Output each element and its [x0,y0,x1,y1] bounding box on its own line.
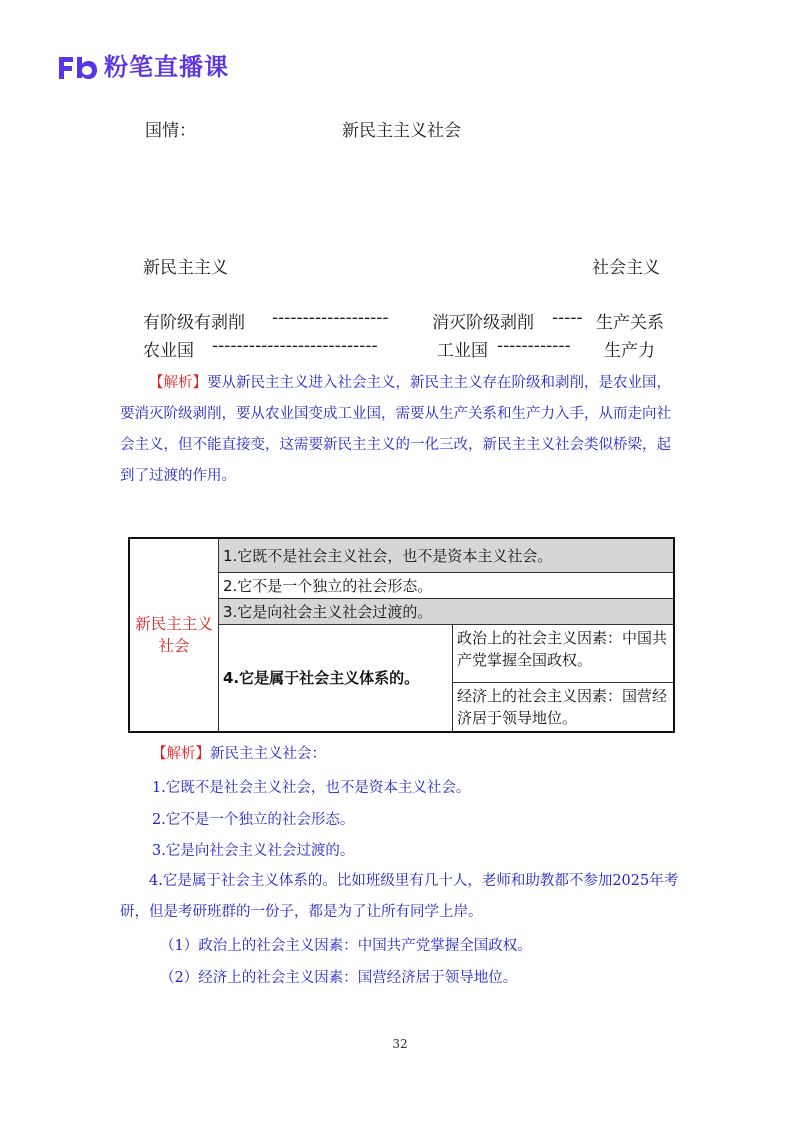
fb-logo-icon [56,53,98,81]
row2-right: 生产力 [604,341,655,361]
analysis-paragraph-1 [120,368,680,492]
row1-right: 生产关系 [596,313,664,333]
row2-right-dashes: ------------ [497,336,571,356]
analysis2-item-3: 3.它是向社会主义社会过渡的。 [152,843,355,859]
analysis-tag: 【解析】 [149,375,207,391]
guoqing-label: 国情： [145,121,196,141]
economic-factor: 经济上的社会主义因素：国营经济居于领导地位。 [457,686,668,727]
analysis2-item-2: 2.它不是一个独立的社会形态。 [152,812,355,828]
political-factor: 政治上的社会主义因素：中国共产党掌握全国政权。 [453,625,673,683]
analysis2-item-1: 1.它既不是社会主义社会，也不是资本主义社会。 [152,780,471,796]
page-number: 32 [392,1037,408,1051]
table-row-4: 4.它是属于社会主义体系的。 [219,624,453,732]
summary-table [128,537,675,733]
row1-mid-dashes: ------------------- [272,308,389,328]
analysis-text: 要从新民主主义进入社会主义，新民主主义存在阶级和剥削，是农业国，要消灭阶级剥削，要从农业国变成工业国，需要从生产关系和生产力入手，从而走向社会主义，但不能直接变，这需要新民主主义的一化三改，新民主主义社会类似桥梁，起到了过渡的作用。 [120,375,671,484]
logo-text: 粉笔直播课 [104,53,229,81]
brand-logo [56,52,229,82]
analysis2-item-4: 4.它是属于社会主义体系的。比如班级里有几十人，老师和助教都不参加2025年考研，但是考研班群的一份子，都是为了让所有同学上岸。 [120,873,679,920]
guoqing-value: 新民主主义社会 [342,121,461,141]
analysis2-intro: 新民主主义社会： [210,746,326,762]
analysis2-sub-1: （1）政治上的社会主义因素：中国共产党掌握全国政权。 [160,938,532,954]
analysis2-tag: 【解析】 [152,746,210,762]
right-heading: 社会主义 [592,258,660,278]
row2-mid: 工业国 [437,341,488,361]
analysis2-header [152,742,326,763]
table-head-cell: 新民主主义社会 [129,538,219,732]
row2-mid-dashes: --------------------------- [212,336,378,356]
table-row-1: 1.它既不是社会主义社会，也不是资本主义社会。 [219,538,675,572]
table-row-4-factors [453,624,675,732]
analysis2-sub-2: （2）经济上的社会主义因素：国营经济居于领导地位。 [160,970,518,986]
left-heading: 新民主主义 [143,258,228,278]
row2-left: 农业国 [143,341,194,361]
row1-left: 有阶级有剥削 [143,313,245,333]
row1-right-dashes: ----- [552,308,583,328]
table-row-2: 2.它不是一个独立的社会形态。 [219,572,675,598]
row1-mid: 消灭阶级剥削 [432,313,534,333]
table-row-3: 3.它是向社会主义社会过渡的。 [219,598,675,624]
